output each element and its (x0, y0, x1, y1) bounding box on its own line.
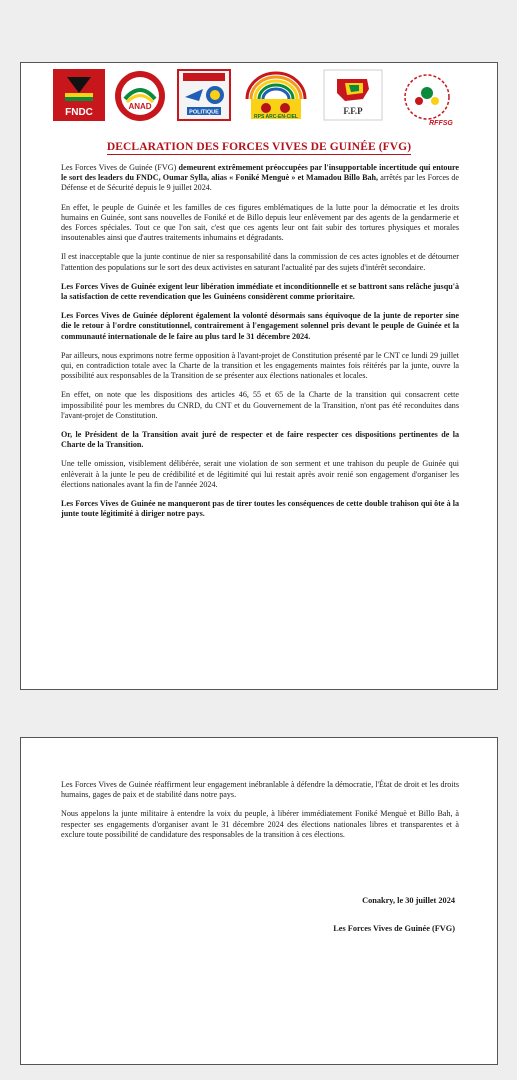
svg-text:F.F.P: F.F.P (343, 106, 363, 116)
rps-logo (241, 69, 311, 123)
paragraph-6: Par ailleurs, nous exprimons notre ferme opposition à l'avant-projet de Constitution présenté par le CNT ce lundi 29 juillet qui, en contradiction totale avec la Charte de la transition et les engagements maintes fois réitérés par la junte, ouvre la possibilité aux responsables de la Transition de se présenter aux élections nationales et locales. (61, 350, 459, 381)
document-page-2 (20, 737, 498, 1065)
paragraph-10: Les Forces Vives de Guinée ne manqueront pas de tirer toutes les conséquences de cette double trahison qui ôte à la junte toute légitimité à diriger notre pays. (61, 499, 459, 519)
paragraph-3: Il est inacceptable que la junte continue de nier sa responsabilité dans la commission de ces actes ignobles et de détourner l'attention des populations sur le sort des deux activistes en saturant l'actualité par des sujets d'intérêt secondaire. (61, 252, 459, 272)
document-page-1 (20, 62, 498, 690)
paragraph-8: Or, le Président de la Transition avait juré de respecter et de faire respecter ces dispositions pertinentes de la Charte de la Transition. (61, 430, 459, 450)
svg-text:ANAD: ANAD (128, 102, 152, 111)
paragraph-12: Nous appelons la junte militaire à entendre la voix du peuple, à libérer immédiatement Foniké Menguè et Billo Bah, à respecter ses engagements d'organiser avant le 31 décembre 2024 des élections nationales libres et transparentes et à exclure toute possibilité de candidature des responsables de la transition à ces élections. (61, 809, 459, 839)
page-2-body (61, 780, 459, 849)
fndc-logo (53, 69, 105, 121)
paragraph-9: Une telle omission, visiblement délibérée, serait une violation de son serment et une trahison du peuple de Guinée qui enlèverait à la junte le peu de crédibilité et de légitimité qui lui restait après avoir renié son engagement d'organiser les élections nationales avant la fin de l'année 2024. (61, 459, 459, 489)
svg-text:POLITIQUE: POLITIQUE (189, 109, 219, 116)
paragraph-1: Les Forces Vives de Guinée (FVG) demeurent extrêmement préoccupées par l'insupportable incertitude qui entoure le sort des leaders du FNDC, Oumar Sylla, alias « Foniké Menguè » et Mamadou Billo Bah, arrêtés par les Forces de Défense et de Sécurité depuis le 9 juillet 2024. (61, 163, 460, 193)
page-1-body (61, 163, 459, 528)
svg-text:FNDC: FNDC (65, 107, 93, 118)
paragraph-5: Les Forces Vives de Guinée déplorent également la volonté désormais sans équivoque de la junte de reporter sine die le retour à l'ordre constitutionnel, contrairement à l'engagement solennel pris devant le peuple de Guinée et la communauté internationale de le faire au plus tard le 31 décembre 2024. (61, 311, 459, 341)
signature: Les Forces Vives de Guinée (FVG) (333, 924, 455, 933)
document-title: DECLARATION DES FORCES VIVES DE GUINÉE (FVG) (106, 141, 412, 153)
place-and-date: Conakry, le 30 juillet 2024 (362, 896, 455, 905)
svg-text:RFFSG: RFFSG (429, 120, 453, 127)
rffsg-logo (397, 69, 457, 129)
ffp-logo (323, 69, 383, 121)
anad-logo (113, 69, 167, 123)
paragraph-4: Les Forces Vives de Guinée exigent leur libération immédiate et inconditionnelle et se battront sans relâche jusqu'à la satisfaction de cette revendication que les Guinéens considèrent comme prioritaire. (61, 281, 459, 302)
paragraph-11: Les Forces Vives de Guinée réaffirment leur engagement inébranlable à défendre la démocratie, l'État de droit et les droits humains, gages de paix et de stabilité dans notre pays. (61, 780, 459, 800)
logo-bar (53, 69, 473, 139)
paragraph-2: En effet, le peuple de Guinée et les familles de ces figures emblématiques de la lutte pour la démocratie et les droits humains en Guinée, sont sans nouvelles de Foniké et de Billo depuis leur enlèvement par des agents de la gendarmerie et des Forces spéciales. Tout ce que l'on sait, c'est que ces agents leur ont fait subir des tortures physiques et morales insoutenables ainsi que d'autres traitements inhumains et dégradants. (61, 202, 459, 243)
politique-logo (177, 69, 231, 121)
svg-text:RPS ARC-EN-CIEL: RPS ARC-EN-CIEL (254, 114, 298, 120)
paragraph-7: En effet, on note que les dispositions des articles 46, 55 et 65 de la Charte de la transition qui consacrent cette impossibilité pour les membres du CNRD, du CNT et du Gouvernement de la Transition, n'ont pas été reconduites dans l'avant-projet de Constitution. (61, 390, 459, 420)
